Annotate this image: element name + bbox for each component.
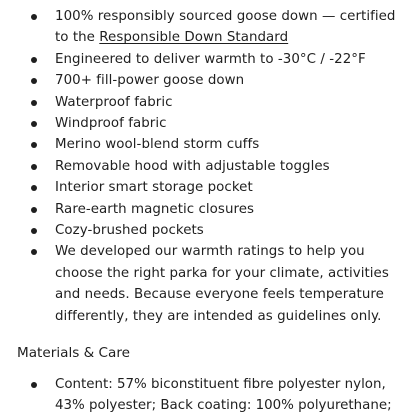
bullet-icon: [31, 100, 37, 106]
bullet-icon: [31, 249, 37, 255]
bullet-icon: [31, 185, 37, 191]
feature-text: Rare-earth magnetic closures: [55, 201, 255, 217]
bullet-icon: [31, 228, 37, 234]
feature-text: Removable hood with adjustable toggles: [55, 158, 330, 174]
feature-text: Engineered to deliver warmth to -30°C / -22°F: [55, 51, 366, 67]
list-item: [0, 49, 420, 70]
feature-text: 100% responsibly sourced goose down — certified to the: [55, 9, 396, 46]
list-item: [0, 70, 420, 91]
feature-text: Waterproof fabric: [55, 94, 173, 110]
responsible-down-standard-link[interactable]: Responsible Down Standard: [99, 30, 289, 46]
feature-text: 700+ fill-power goose down: [55, 73, 245, 89]
bullet-icon: [31, 78, 37, 84]
materials-care-heading: Materials & Care: [17, 345, 131, 361]
bullet-icon: [31, 14, 37, 20]
feature-text: Windproof fabric: [55, 116, 167, 132]
feature-text: Merino wool-blend storm cuffs: [55, 137, 260, 153]
list-item: [0, 134, 420, 155]
feature-text: Cozy-brushed pockets: [55, 223, 204, 239]
list-item: [0, 199, 420, 220]
list-item: [0, 156, 420, 177]
bullet-icon: [31, 142, 37, 148]
feature-text: We developed our warmth ratings to help you choose the right parka for your climate, activities and needs. Because everyone feels temperature differently, they are intended as guidelines only.: [55, 244, 389, 324]
bullet-icon: [31, 207, 37, 213]
list-item: [0, 220, 420, 241]
materials-list: [0, 374, 420, 417]
feature-text: Interior smart storage pocket: [55, 180, 253, 196]
list-item: [0, 6, 420, 49]
list-item: [0, 92, 420, 113]
bullet-icon: [31, 121, 37, 127]
list-item: [0, 113, 420, 134]
materials-content-text: Content: 57% biconstituent fibre polyester nylon, 43% polyester; Back coating: 100% polyurethane;: [55, 377, 392, 414]
bullet-icon: [31, 164, 37, 170]
list-item: [0, 374, 420, 417]
feature-list: [0, 6, 420, 327]
list-item: [0, 241, 420, 327]
bullet-icon: [31, 382, 37, 388]
list-item: [0, 177, 420, 198]
bullet-icon: [31, 57, 37, 63]
